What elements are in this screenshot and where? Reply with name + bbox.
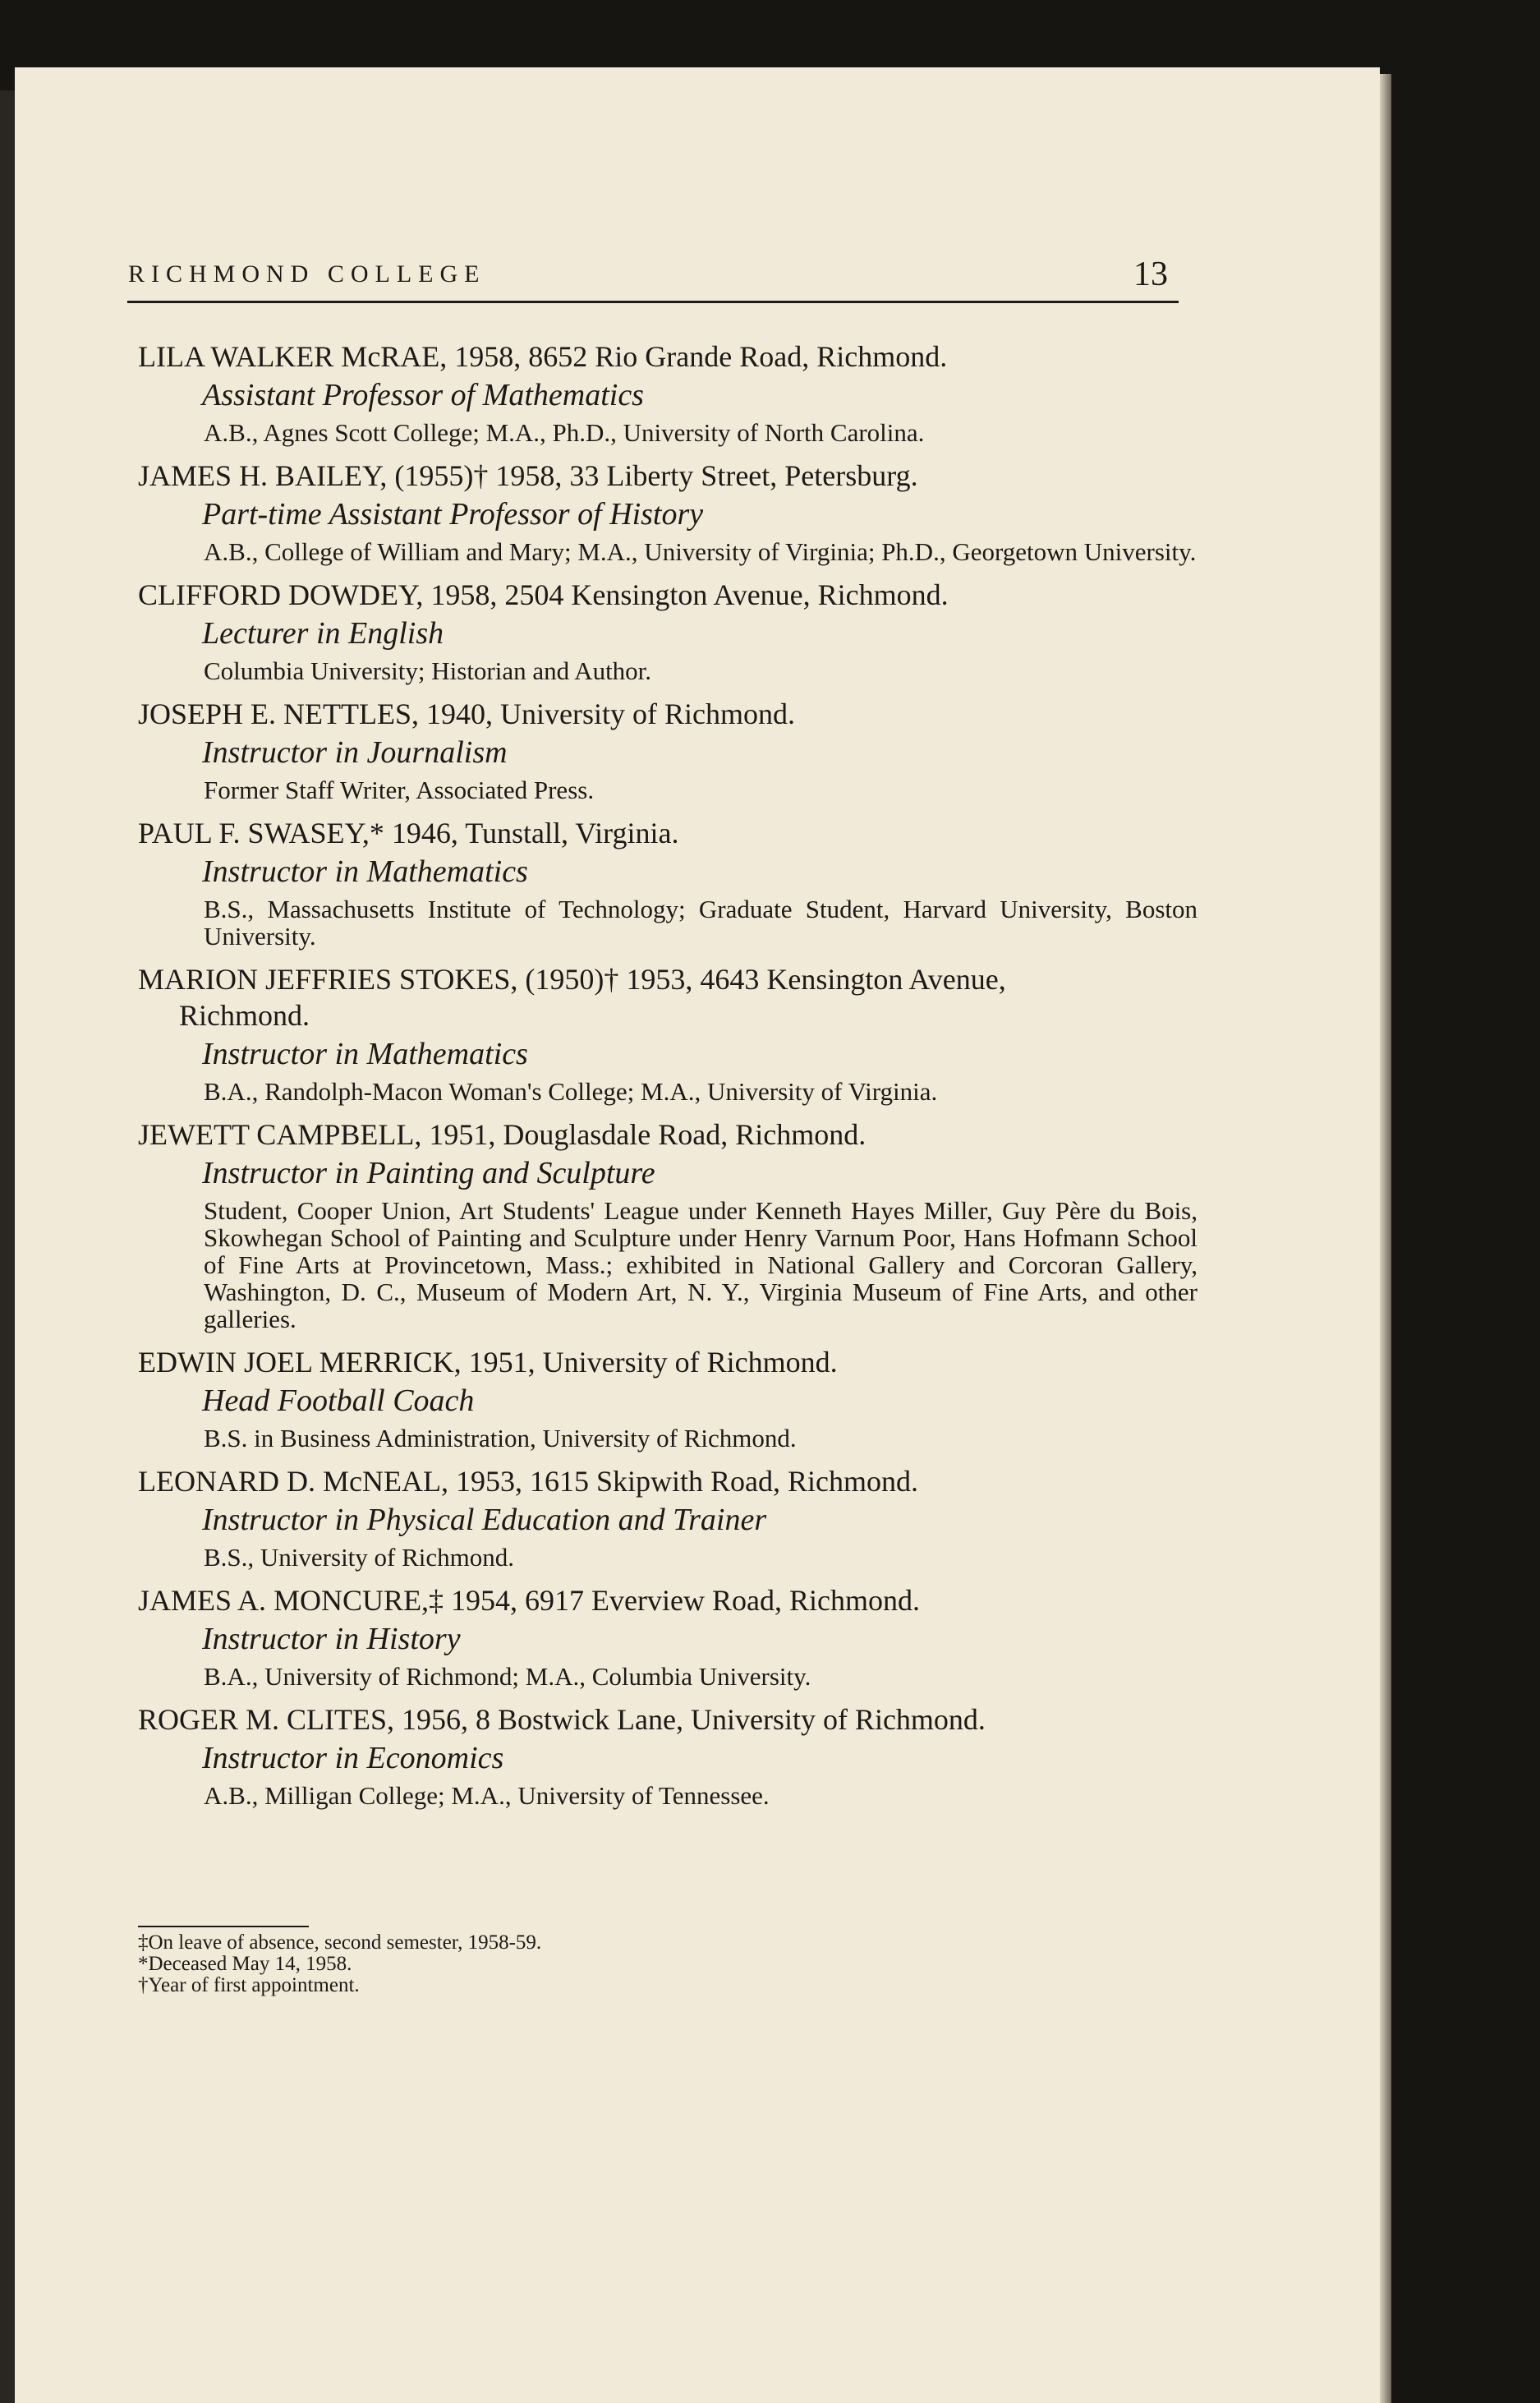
faculty-credentials: Student, Cooper Union, Art Students' League under Kenneth Hayes Miller, Guy Père du Bois, Skowhegan School of Painting and Sculpture under Henry Varnum Poor, Hans Hofmann School of Fine Arts at Provincetown, Mass.; exhibited in National Gallery and Corcoran Gallery, Washington, D. C., Museum of Modern Art, N. Y., Virginia Museum of Fine Arts, and other galleries. (204, 1196, 1198, 1333)
faculty-name: JAMES H. BAILEY, (1955)† 1958, 33 Liberty Street, Petersburg. (138, 459, 918, 492)
faculty-name: EDWIN JOEL MERRICK, 1951, University of Richmond. (138, 1346, 838, 1379)
faculty-entry (138, 815, 1198, 961)
faculty-entry (138, 1582, 1198, 1701)
faculty-name-continuation: Richmond. (179, 999, 310, 1032)
faculty-list (138, 338, 1198, 1821)
faculty-title: Instructor in Mathematics (202, 1037, 528, 1071)
footnote: *Deceased May 14, 1958. (138, 1953, 352, 1975)
faculty-title: Instructor in Journalism (202, 735, 508, 770)
faculty-entry (138, 696, 1198, 815)
adjacent-page-edge (0, 90, 15, 2403)
page-number: 13 (1133, 255, 1168, 293)
faculty-credentials: A.B., College of William and Mary; M.A., University of Virginia; Ph.D., Georgetown University. (204, 537, 1197, 566)
faculty-name: CLIFFORD DOWDEY, 1958, 2504 Kensington Avenue, Richmond. (138, 578, 949, 611)
faculty-entry (138, 1116, 1198, 1344)
faculty-title: Head Football Coach (202, 1383, 475, 1418)
faculty-entry (138, 1344, 1198, 1463)
footnotes (138, 1932, 541, 1996)
faculty-name: JAMES A. MONCURE,‡ 1954, 6917 Everview Road, Richmond. (138, 1584, 920, 1617)
faculty-title: Part-time Assistant Professor of History (202, 497, 704, 532)
faculty-entry (138, 961, 1198, 1116)
faculty-credentials: B.A., Randolph-Macon Woman's College; M.A., University of Virginia. (204, 1077, 938, 1106)
faculty-title: Lecturer in English (202, 616, 444, 651)
faculty-title: Instructor in Painting and Sculpture (202, 1156, 655, 1190)
faculty-entry (138, 1701, 1198, 1821)
footnote: †Year of first appointment. (138, 1974, 360, 1996)
faculty-name: LEONARD D. McNEAL, 1953, 1615 Skipwith Road, Richmond. (138, 1465, 918, 1498)
faculty-title: Instructor in Economics (202, 1741, 504, 1775)
page-edge-shadow (1380, 74, 1391, 2403)
faculty-title: Instructor in Physical Education and Trainer (202, 1503, 767, 1537)
header-rule (127, 301, 1179, 303)
faculty-credentials: Columbia University; Historian and Author. (204, 656, 652, 685)
faculty-credentials: B.S. in Business Administration, University of Richmond. (204, 1424, 797, 1452)
footnote-rule (138, 1926, 309, 1927)
faculty-name: LILA WALKER McRAE, 1958, 8652 Rio Grande Road, Richmond. (138, 340, 948, 373)
faculty-credentials: A.B., Milligan College; M.A., University of Tennessee. (204, 1781, 770, 1810)
faculty-credentials: Former Staff Writer, Associated Press. (204, 776, 595, 804)
faculty-entry (138, 338, 1198, 458)
faculty-credentials: B.S., Massachusetts Institute of Technology; Graduate Student, Harvard University, Boston University. (204, 895, 1198, 951)
faculty-credentials: B.S., University of Richmond. (204, 1543, 515, 1572)
faculty-credentials: B.A., University of Richmond; M.A., Columbia University. (204, 1662, 811, 1691)
faculty-title: Assistant Professor of Mathematics (202, 378, 644, 412)
faculty-name: JOSEPH E. NETTLES, 1940, University of Richmond. (138, 697, 795, 730)
faculty-name: ROGER M. CLITES, 1956, 8 Bostwick Lane, University of Richmond. (138, 1703, 986, 1736)
faculty-entry (138, 458, 1198, 577)
faculty-credentials: A.B., Agnes Scott College; M.A., Ph.D., University of North Carolina. (204, 418, 925, 447)
faculty-name: JEWETT CAMPBELL, 1951, Douglasdale Road, Richmond. (138, 1118, 867, 1151)
faculty-title: Instructor in Mathematics (202, 854, 528, 889)
footnote: ‡On leave of absence, second semester, 1958-59. (138, 1931, 542, 1954)
faculty-name: PAUL F. SWASEY,* 1946, Tunstall, Virginia. (138, 817, 679, 849)
faculty-name: MARION JEFFRIES STOKES, (1950)† 1953, 4643 Kensington Avenue, (138, 963, 1006, 996)
faculty-entry (138, 1463, 1198, 1582)
faculty-entry (138, 577, 1198, 696)
running-header: RICHMOND COLLEGE (128, 260, 486, 288)
faculty-title: Instructor in History (202, 1622, 461, 1656)
